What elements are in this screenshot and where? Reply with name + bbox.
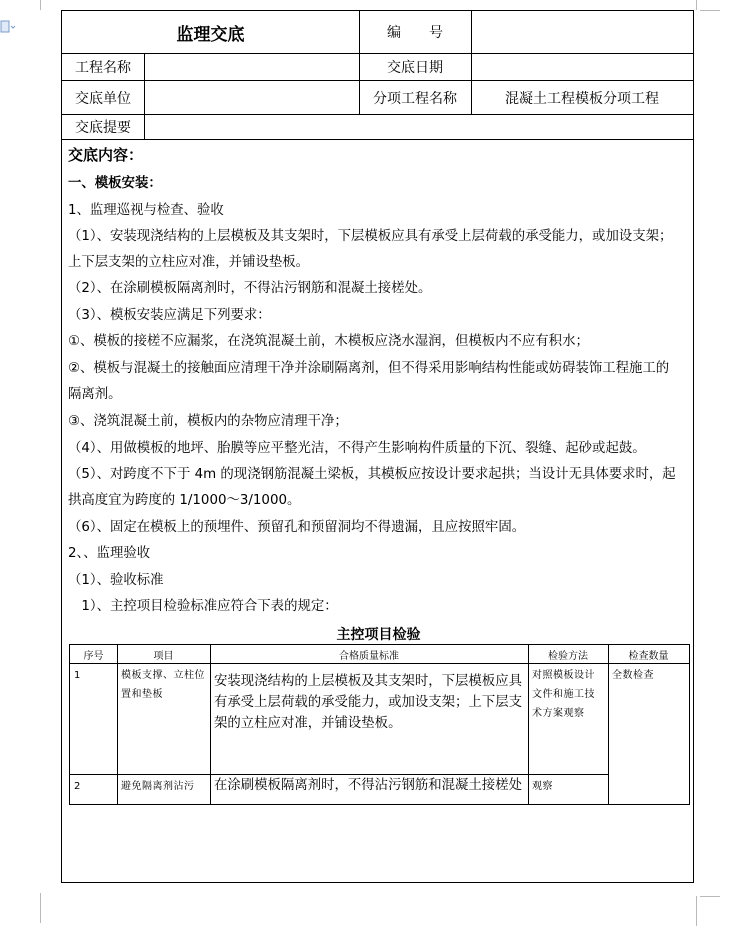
content-line: （4）、用做模板的地坪、胎膜等应平整光洁，不得产生影响构件质量的下沉、裂缝、起砂或起鼓。: [68, 441, 646, 456]
crop-mark-top-right: [696, 0, 697, 10]
content-line: 拱高度宜为跨度的 1/1000～3/1000。: [68, 493, 301, 508]
table-cell-item: 避免隔离剂沾污: [121, 781, 195, 792]
content-line: （1）、安装现浇结构的上层模板及其支架时，下层模板应具有承受上层荷载的承受能力，或加设支架；: [68, 229, 673, 244]
crop-mark-top-right-h: [700, 10, 720, 11]
content-heading: 交底内容：: [68, 146, 144, 164]
table-cell-method: 观察: [532, 781, 553, 792]
crop-mark-bottom-right-v: [696, 896, 697, 926]
crop-mark-bottom-right: [700, 896, 720, 897]
table-cell-no: 2: [74, 781, 81, 792]
number-label: 编 号: [387, 25, 443, 41]
subproject-label: 分项工程名称: [373, 90, 457, 107]
document-icon[interactable]: [0, 20, 16, 37]
content-line: （5）、对跨度不下于 4m 的现浇钢筋混凝土梁板，其模板应按设计要求起拱；当设计无具体要求时，起: [68, 467, 676, 482]
date-label: 交底日期: [387, 60, 443, 76]
number-field[interactable]: [471, 11, 693, 53]
project-name-field[interactable]: [144, 54, 359, 80]
subproject-value[interactable]: 混凝土工程模板分项工程: [505, 90, 659, 107]
table-title: 主控项目检验: [336, 627, 421, 643]
table-header: 合格质量标准: [210, 645, 528, 664]
content-line: （3）、模板安装应满足下列要求：: [68, 308, 271, 323]
table-header: 检验方法: [528, 645, 608, 664]
header-row-1: [62, 11, 693, 54]
table-cell-quantity: [608, 775, 689, 779]
content-line: ③、浇筑混凝土前，模板内的杂物应清理干净；: [68, 414, 348, 429]
summary-label: 交底提要: [75, 120, 131, 136]
unit-label: 交底单位: [75, 90, 131, 107]
content-line: （1）、验收标准: [68, 573, 164, 588]
content-line: ②、模板与混凝土的接触面应清理干净并涂刷隔离剂，但不得采用影响结构性能或妨碍装饰工程施工的: [68, 361, 670, 376]
content-line: 1、监理巡视与检查、验收: [68, 203, 224, 218]
content-line: 隔离剂。: [68, 387, 122, 402]
table-cell-method: 对照模板设计文件和施工技术方案观察: [532, 670, 595, 719]
table-cell-item: 模板支撑、立柱位置和垫板: [121, 670, 205, 700]
table-cell-no: 1: [74, 670, 81, 681]
date-field[interactable]: [471, 54, 693, 80]
crop-mark-bottom-left: [40, 893, 41, 923]
table-header: 序号: [70, 645, 117, 664]
form-title: 监理交底: [176, 24, 245, 45]
table-header: 检查数量: [608, 645, 689, 664]
summary-field[interactable]: [144, 115, 693, 139]
table-cell-standard: 在涂刷模板隔离剂时，不得沾污钢筋和混凝土接槎处: [214, 778, 522, 793]
table-header: 项目: [117, 645, 210, 664]
project-name-label: 工程名称: [75, 60, 131, 76]
content-line: 上下层支架的立柱应对准，并铺设垫板。: [68, 255, 310, 270]
content-line: （2）、在涂刷模板隔离剂时，不得沾污钢筋和混凝土接槎处。: [68, 281, 432, 296]
crop-mark-top-left: [40, 0, 41, 10]
inspection-table: [69, 644, 690, 805]
content-line: 1）、主控项目检验标准应符合下表的规定：: [68, 599, 338, 614]
content-line: ①、模板的接槎不应漏浆，在浇筑混凝土前，木模板应浇水湿润，但模板内不应有积水；: [68, 334, 589, 349]
unit-field[interactable]: [144, 81, 359, 114]
content-line: （6）、固定在模板上的预埋件、预留孔和预留洞均不得遗漏，且应按照牢固。: [68, 520, 526, 535]
header-row-2: [62, 54, 693, 81]
table-cell-quantity: 全数检查: [612, 670, 654, 681]
briefing-form: [61, 10, 694, 883]
header-row-3: [62, 81, 693, 115]
section-heading: 一、模板安装：: [68, 176, 162, 191]
table-cell-standard: 安装现浇结构的上层模板及其支架时，下层模板应具有承受上层荷载的承受能力，或加设支架；上下层支架的立柱应对准，并铺设垫板。: [214, 674, 522, 731]
content-line: 2、、监理验收: [68, 546, 151, 561]
header-row-4: [62, 115, 693, 140]
